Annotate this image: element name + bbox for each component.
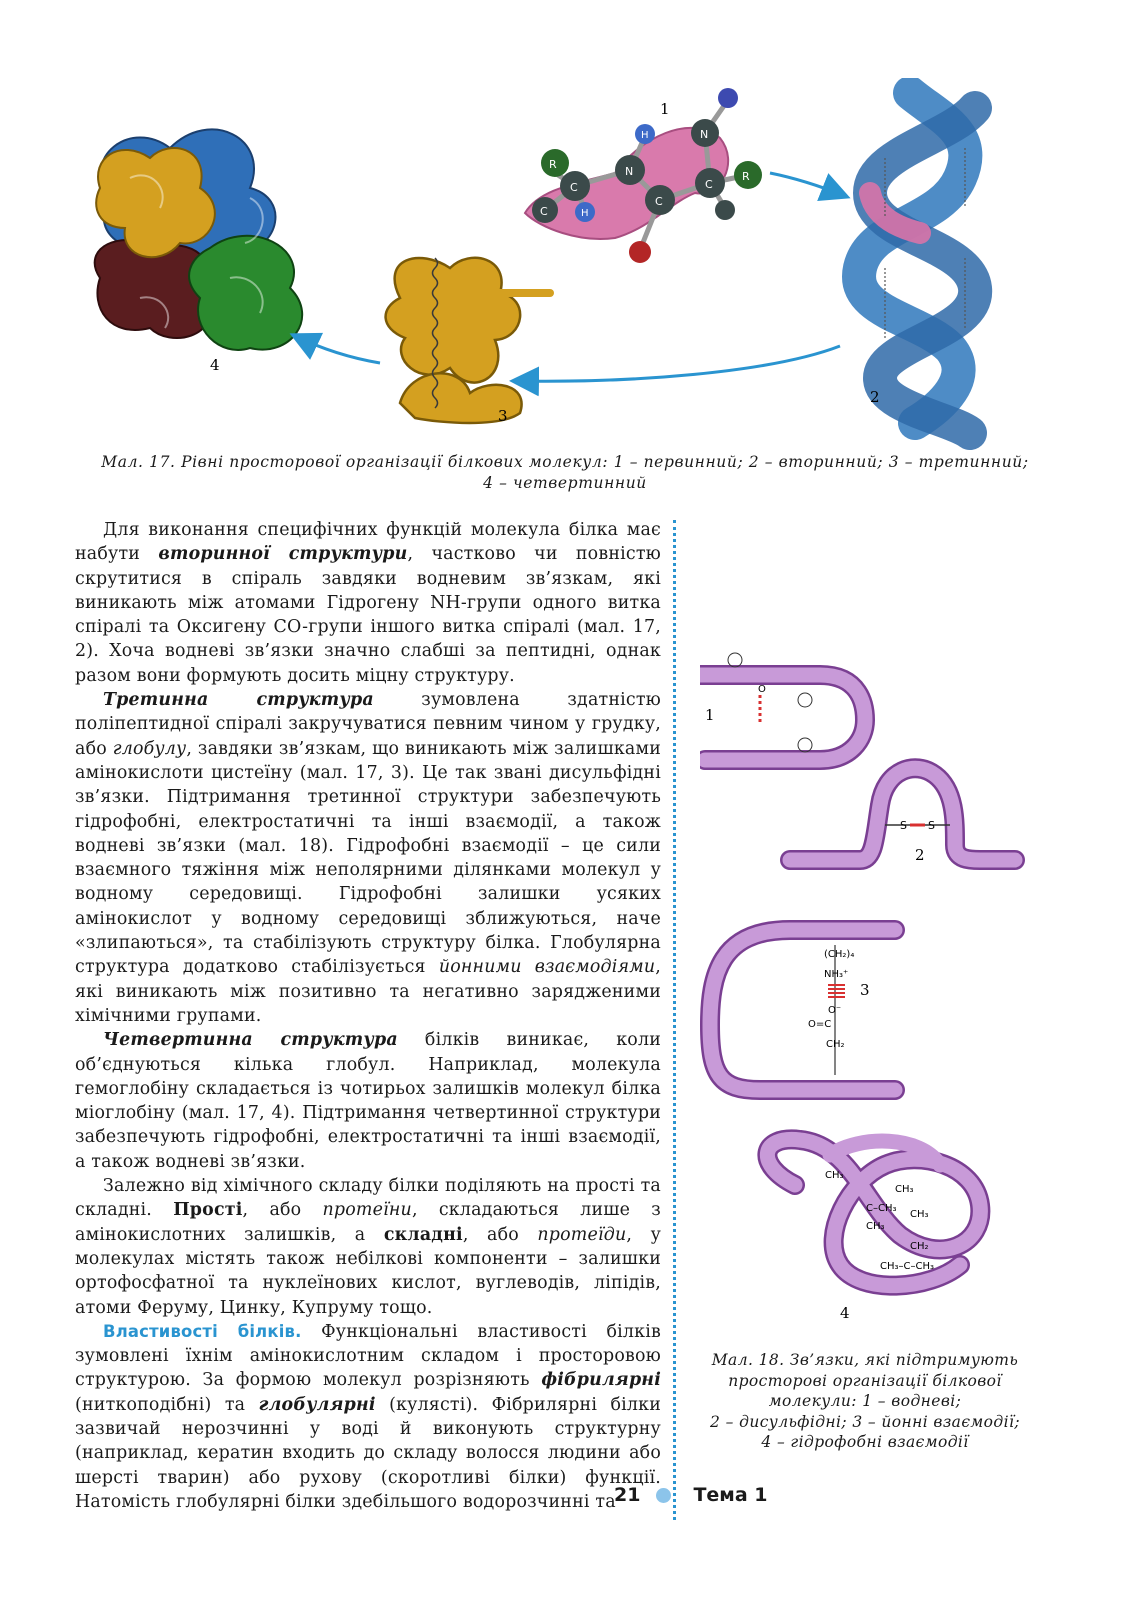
figure-17 (70, 78, 1070, 450)
paragraph-properties (75, 1320, 661, 1514)
panel-hydrophobic-interaction (767, 1139, 980, 1322)
text-run: , у молекулах містять також небілкові компоненти – залишки ортофосфатної та нуклеїнових кислот, вуглеводів, ліпідів, атоми Феруму, Цинку, Купруму тощо. (75, 1224, 661, 1318)
figure-17-caption: Мал. 17. Рівні просторової організації білкових молекул: 1 – первинний; 2 – вторинний; 3 – третинний; 4 – четвертинний (101, 453, 1029, 492)
chem-ch3-3: CH₃ (866, 1221, 885, 1232)
fig18-label-2: 2 (915, 846, 925, 864)
page-footer (614, 1482, 768, 1508)
fig17-label-2: 2 (870, 388, 880, 406)
term-ionic-interactions: йонними взаємодіями (438, 957, 656, 978)
panel-disulfide-bond (790, 768, 1015, 864)
paragraph-secondary (75, 518, 661, 688)
text-run: , які виникають між позитивно та негативно зарядженими хімічними групами. (75, 957, 661, 1026)
fig17-atom-c1: C (570, 181, 578, 194)
fig17-atom-r2: R (742, 170, 750, 183)
chem-ch3-4: CH₃ (910, 1209, 929, 1220)
fig17-atom-r1: R (549, 158, 557, 171)
text-run: Залежно від хімічного складу білки поділяють на прості та складні. (75, 1176, 661, 1221)
text-run: Функціональні властивості білків зумовлені їхнім амінокислотним складом і просторовою структурою. За формою молекул розрізняють (75, 1321, 661, 1391)
text-run: , або (242, 1200, 323, 1221)
figure-18-caption (690, 1350, 1040, 1453)
panel-hydrogen-bond (700, 653, 865, 760)
panel-ionic-interaction (710, 930, 895, 1090)
fig17-label-3: 3 (498, 407, 508, 425)
fig17-atom-n2: N (700, 128, 709, 141)
chem-o-minus: O⁻ (828, 1005, 842, 1016)
column-separator (673, 520, 676, 1520)
caption-line: 2 – дисульфідні; 3 – йонні взаємодії; (710, 1412, 1020, 1431)
atom-o-1: O (758, 684, 766, 695)
arrow-primary-to-secondary (770, 173, 845, 196)
primary-structure (525, 88, 762, 263)
term-fibrillar: фібрилярні (541, 1370, 661, 1391)
footer-dot-icon (656, 1488, 671, 1503)
text-run: , завдяки зв’язкам, що виникають між залишками амінокислоти цистеїну (мал. 17, 3). Це так звані дисульфідні зв’язки. Підтримання третинної структури забезпечують гідрофобні, електростатичні та інші взаємодії, а також водневі зв’язки (мал. 18). Гідрофобні взаємодії – це сили взаємного тяжіння між неполярними ділянками молекул у водному середовищі. Гідрофобні залишки усяких амінокислот у водному середовищі зближуються, наче «злипаються», та стабілізують структуру білка. Глобулярна структура додатково стабілізується (75, 738, 661, 978)
quaternary-structure (95, 129, 303, 374)
text-run: (кулясті). Фібрилярні білки зазвичай нерозчинні у воді й виконують структурну (наприклад, кератин входить до складу волосся людини або шерсті тварин) або рухову (скоротливі білки) функції. Натомість глобулярні білки здебільшого водорозчинні та (75, 1394, 662, 1512)
text-run: зумовлена здатністю поліпептидної спіралі закручуватися певним чином у грудку, або (75, 690, 661, 759)
caption-line: просторові організації білкової (728, 1371, 1002, 1390)
chem-o-eq-c: O=C (808, 1019, 832, 1030)
text-run: (ниткоподібні) та (75, 1394, 259, 1415)
tertiary-structure (386, 258, 550, 425)
term-globule: глобулу (112, 738, 187, 759)
text-run: , частково чи повністю скрутитися в спіраль завдяки водневим зв’язкам, які виникають між атомами Гідрогену NH-групи одного витка спіралі та Оксигену CO-групи іншого витка спіралі (мал. 17, 2). Хоча водневі зв’язки значно слабші за пептидні, однак разом вони формують досить міцну структуру. (75, 544, 661, 686)
paragraph-quaternary (75, 1028, 661, 1174)
topic-label: Тема 1 (693, 1484, 768, 1506)
fig17-atom-c0: C (540, 205, 548, 218)
main-text (75, 518, 661, 1514)
page-number: 21 (614, 1484, 641, 1506)
term-simple: Прості (173, 1200, 243, 1221)
term-tertiary-structure: Третинна структура (103, 690, 374, 711)
arrow-tertiary-to-quaternary (295, 336, 380, 363)
text-run: білків виникає, коли об’єднуються кілька глобул. Наприклад, молекула гемоглобіну складається із чотирьох залишків молекул білка міоглобіну (мал. 17, 4). Підтримання четвертинної структури забезпечують гідрофобні, електростатичні та інші взаємодії, а також водневі зв’язки. (75, 1030, 662, 1172)
chem-ch3-1: CH₃ (825, 1170, 844, 1181)
term-secondary-structure: вторинної структури (158, 544, 408, 565)
paragraph-tertiary (75, 688, 661, 1028)
caption-line: Мал. 18. Зв’язки, які підтримують (711, 1351, 1019, 1369)
fig18-label-3: 3 (860, 981, 870, 999)
chem-ch3-2: CH₃ (895, 1184, 914, 1195)
chem-ch2-4: (CH₂)₄ (824, 949, 855, 960)
paragraph-classification (75, 1174, 661, 1320)
figure-18 (700, 645, 1040, 1330)
atom-s-1: S (900, 819, 907, 832)
fig17-atom-h2: H (641, 130, 649, 141)
fig18-label-4: 4 (840, 1304, 850, 1322)
fig17-atom-c2: C (655, 195, 663, 208)
arrow-secondary-to-tertiary (515, 346, 840, 381)
caption-line: 4 – гідрофобні взаємодії (761, 1433, 969, 1451)
section-heading-properties: Властивості білків. (103, 1321, 302, 1341)
chem-ch3-c-ch3: CH₃–C–CH₃ (880, 1261, 935, 1272)
fig17-label-4: 4 (210, 356, 220, 374)
secondary-structure (859, 93, 975, 433)
chem-ch2: CH₂ (826, 1039, 845, 1050)
chem-c-ch3: C–CH₃ (866, 1203, 897, 1214)
term-proteins: протеїни (322, 1200, 412, 1221)
term-quaternary-structure: Четвертинна структура (103, 1030, 398, 1051)
fig17-atom-c3: C (705, 178, 713, 191)
term-globular: глобулярні (258, 1394, 376, 1415)
fig17-atom-n1: N (625, 165, 634, 178)
atom-s-2: S (928, 819, 935, 832)
fig17-label-1: 1 (660, 100, 670, 118)
chem-ch2-b: CH₂ (910, 1241, 929, 1252)
text-run: , або (462, 1224, 538, 1245)
term-complex: складні (383, 1224, 463, 1245)
fig17-atom-h1: H (581, 208, 589, 219)
chem-nh3: NH₃⁺ (824, 969, 849, 980)
text-run: , складаються лише з амінокислотних залишків, а (75, 1200, 661, 1245)
text-run: Для виконання специфічних функцій молекула білка має набути (75, 520, 661, 565)
term-proteids: протеїди (537, 1224, 627, 1245)
fig18-label-1: 1 (705, 706, 715, 724)
caption-line: молекули: 1 – водневі; (768, 1392, 962, 1410)
